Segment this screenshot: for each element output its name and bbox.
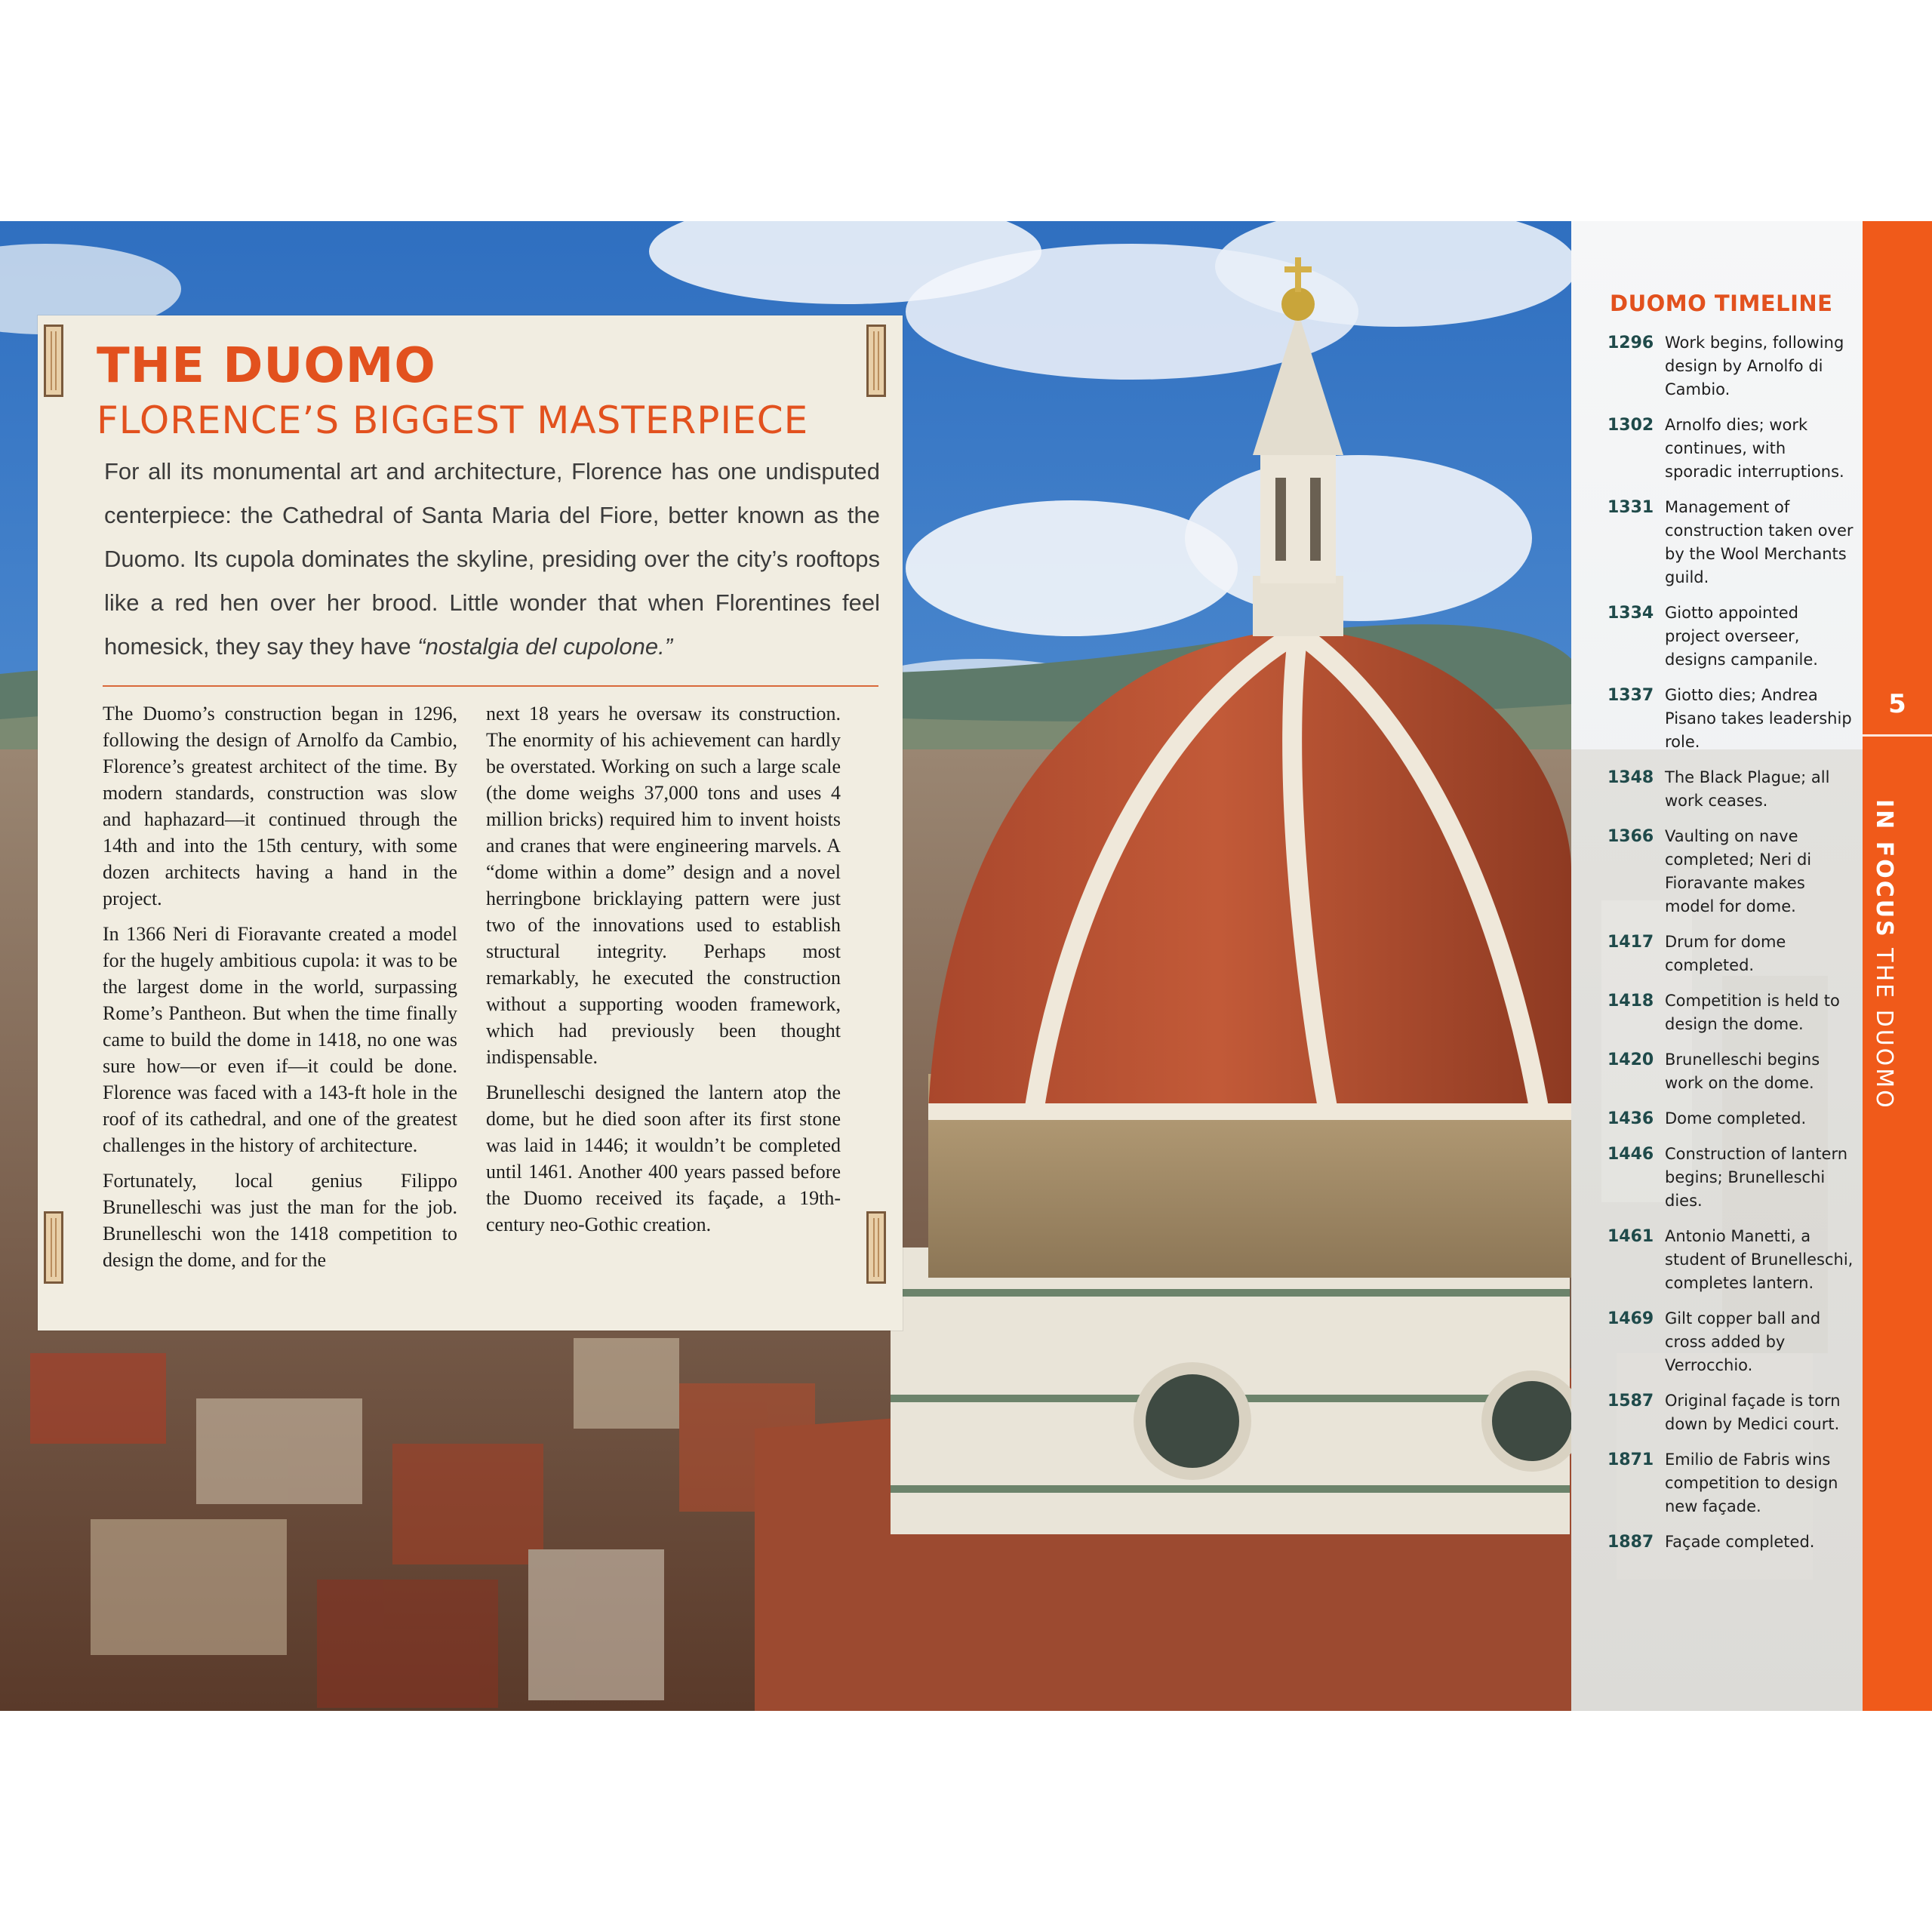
decorative-bracket-icon	[44, 325, 63, 397]
timeline-year: 1417	[1607, 933, 1654, 952]
timeline-year: 1348	[1607, 768, 1654, 787]
timeline-year: 1436	[1607, 1109, 1654, 1128]
timeline-item	[1607, 825, 1857, 918]
timeline-year: 1469	[1607, 1309, 1654, 1328]
timeline-year: 1446	[1607, 1145, 1654, 1164]
timeline-text: Emilio de Fabris wins competition to design new façade.	[1665, 1451, 1838, 1515]
timeline-item	[1607, 1389, 1857, 1436]
timeline-item	[1607, 1107, 1857, 1131]
chapter-number: 5	[1888, 689, 1906, 719]
timeline-item	[1607, 766, 1857, 813]
timeline-text: The Black Plague; all work ceases.	[1665, 768, 1830, 810]
timeline-year: 1296	[1607, 334, 1654, 352]
timeline-item	[1607, 331, 1857, 401]
section-label	[1863, 221, 1932, 1711]
section-label-bold: IN FOCUS	[1871, 799, 1897, 939]
timeline-text: Original façade is torn down by Medici court.	[1665, 1392, 1841, 1433]
body-paragraph: Fortunately, local genius Filippo Brunelleschi was just the man for the job. Brunelleschi won the 1418 competition to design the dome, and for the	[103, 1170, 457, 1271]
intro-text: For all its monumental art and architecture, Florence has one undisputed centerpiece: the Cathedral of Santa Maria del Fiore, better known as the Duomo. Its cupola dominates the skyline, presiding over the city’s rooftops like a red hen over her brood. Little wonder that when Florentines feel homesick, they say they have	[104, 458, 880, 660]
timeline-year: 1587	[1607, 1392, 1654, 1411]
timeline-year: 1334	[1607, 604, 1654, 623]
body-paragraph: The Duomo’s construction began in 1296, following the design of Arnolfo da Cambio, Florence’s greatest architect of the time. By modern standards, construction was slow and haphazard—it continued through the 14th and into the 15th century, with some dozen architects having a hand in the project.	[103, 703, 457, 909]
timeline-text: Gilt copper ball and cross added by Verrocchio.	[1665, 1309, 1821, 1374]
body-paragraph: In 1366 Neri di Fioravante created a model for the hugely ambitious cupola: it was to be the largest dome in the world, surpassing Rome’s Pantheon. But when the time finally came to build the dome in 1418, no one was sure how—or even if—it could be done. Florence was faced with a 143-ft hole in the roof of its cathedral, and one of the greatest challenges in the history of architecture.	[103, 923, 457, 1156]
intro-paragraph	[104, 450, 880, 669]
timeline-item	[1607, 989, 1857, 1036]
timeline-text: Façade completed.	[1665, 1533, 1815, 1551]
feature-title: THE DUOMO	[97, 338, 436, 394]
timeline-year: 1366	[1607, 827, 1654, 846]
timeline-text: Antonio Manetti, a student of Brunelleschi, completes lantern.	[1665, 1227, 1854, 1292]
body-paragraph: next 18 years he oversaw its construction. The enormity of his achievement can hardly be overstated. Working on such a large scale (the dome weighs 37,000 tons and uses 4 million bricks) required him to invent hoists and cranes that were engineering marvels. A “dome within a dome” design and a novel herringbone bricklaying pattern were just two of the innovations used to establish structural integrity. Perhaps most remarkably, he executed the construction without a supporting wooden framework, which had previously been thought indispensable.	[486, 703, 841, 1068]
timeline-item	[1607, 601, 1857, 672]
timeline-text: Dome completed.	[1665, 1109, 1807, 1128]
timeline-text: Giotto dies; Andrea Pisano takes leadership role.	[1665, 686, 1852, 751]
timeline-item	[1607, 1143, 1857, 1213]
intro-quote: “nostalgia del cupolone.”	[417, 633, 673, 660]
timeline-text: Vaulting on nave completed; Neri di Fioravante makes model for dome.	[1665, 827, 1812, 915]
decorative-bracket-icon	[866, 325, 886, 397]
timeline-year: 1461	[1607, 1227, 1654, 1246]
timeline-text: Work begins, following design by Arnolfo di Cambio.	[1665, 334, 1844, 398]
decorative-bracket-icon	[866, 1211, 886, 1284]
timeline-list	[1607, 331, 1857, 1566]
timeline-year: 1418	[1607, 992, 1654, 1011]
timeline-year: 1337	[1607, 686, 1654, 705]
body-column-left	[103, 700, 457, 1282]
timeline-item	[1607, 684, 1857, 754]
chapter-tab	[1863, 221, 1932, 1711]
section-label-name: THE DUOMO	[1871, 948, 1897, 1110]
timeline-text: Brunelleschi begins work on the dome.	[1665, 1051, 1820, 1092]
feature-panel	[38, 315, 903, 1331]
timeline-item	[1607, 1448, 1857, 1518]
timeline-item	[1607, 1531, 1857, 1554]
feature-subtitle: FLORENCE’S BIGGEST MASTERPIECE	[97, 398, 809, 442]
timeline-item	[1607, 1307, 1857, 1377]
timeline-year: 1871	[1607, 1451, 1654, 1469]
timeline-item	[1607, 496, 1857, 589]
timeline-text: Drum for dome completed.	[1665, 933, 1786, 974]
timeline-year: 1420	[1607, 1051, 1654, 1069]
timeline-year: 1302	[1607, 416, 1654, 435]
timeline-text: Competition is held to design the dome.	[1665, 992, 1840, 1033]
timeline-text: Arnolfo dies; work continues, with sporadic interruptions.	[1665, 416, 1844, 481]
timeline-text: Construction of lantern begins; Brunelleschi dies.	[1665, 1145, 1848, 1210]
timeline-item	[1607, 1225, 1857, 1295]
timeline-year: 1331	[1607, 498, 1654, 517]
timeline-text: Management of construction taken over by the Wool Merchants guild.	[1665, 498, 1854, 586]
body-paragraph: Brunelleschi designed the lantern atop the dome, but he died soon after its first stone was laid in 1446; it wouldn’t be completed until 1461. Another 400 years passed before the Duomo received its façade, a 19th-century neo-Gothic creation.	[486, 1081, 841, 1235]
page-spread	[0, 221, 1932, 1711]
timeline-item	[1607, 1048, 1857, 1095]
timeline-year: 1887	[1607, 1533, 1654, 1552]
body-column-right	[486, 700, 841, 1247]
timeline-item	[1607, 414, 1857, 484]
decorative-bracket-icon	[44, 1211, 63, 1284]
timeline-item	[1607, 931, 1857, 977]
divider	[103, 685, 878, 687]
timeline-text: Giotto appointed project overseer, designs campanile.	[1665, 604, 1818, 669]
timeline-title: DUOMO TIMELINE	[1610, 291, 1833, 316]
